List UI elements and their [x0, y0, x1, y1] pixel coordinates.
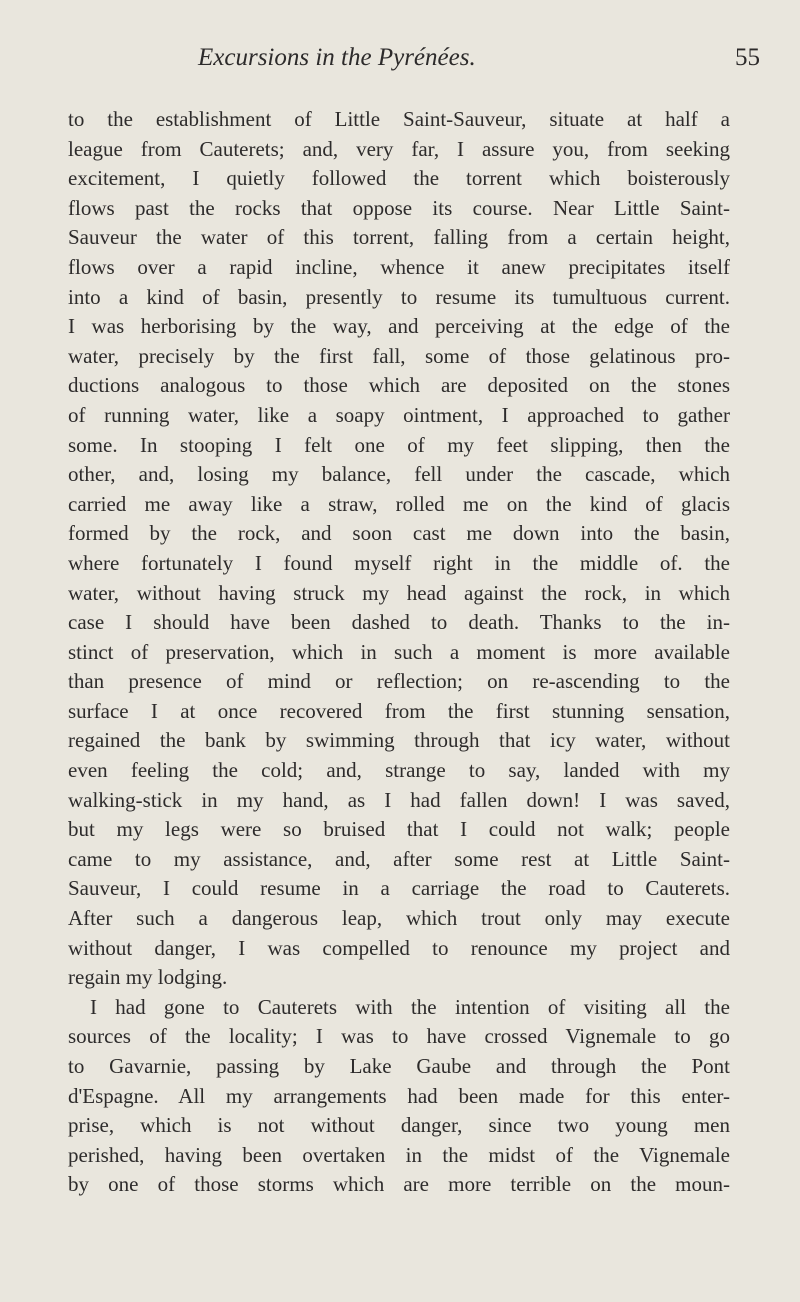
text-line: sources of the locality; I was to have crossed Vignemale to go — [68, 1024, 730, 1049]
text-line: carried me away like a straw, rolled me on the kind of glacis — [68, 491, 730, 516]
text-line: league from Cauterets; and, very far, I assure you, from seeking — [68, 136, 730, 161]
running-title: Excursions in the Pyrénées. — [198, 44, 476, 71]
text-line: but my legs were so bruised that I could not walk; people — [68, 817, 730, 842]
text-line: Sauveur the water of this torrent, falling from a certain height, — [68, 225, 730, 250]
text-line: even feeling the cold; and, strange to say, landed with my — [68, 758, 730, 783]
text-line: into a kind of basin, presently to resume its tumultuous current. — [68, 284, 730, 309]
text-line: flows past the rocks that oppose its course. Near Little Saint- — [68, 195, 730, 220]
text-line: perished, having been overtaken in the midst of the Vignemale — [68, 1142, 730, 1167]
text-line: formed by the rock, and soon cast me down into the basin, — [68, 521, 730, 546]
text-line: regained the bank by swimming through that icy water, without — [68, 728, 730, 753]
text-line: prise, which is not without danger, since two young men — [68, 1113, 730, 1138]
text-line: water, precisely by the first fall, some of those gelatinous pro- — [68, 343, 730, 368]
text-line: ductions analogous to those which are deposited on the stones — [68, 373, 730, 398]
paragraph-2 — [68, 993, 730, 1200]
text-line: by one of those storms which are more terrible on the moun- — [68, 1172, 730, 1197]
running-head — [0, 44, 800, 80]
text-line: came to my assistance, and, after some rest at Little Saint- — [68, 846, 730, 871]
text-line: I had gone to Cauterets with the intention of visiting all the — [90, 994, 730, 1019]
paragraph-1 — [68, 105, 730, 993]
text-line: where fortunately I found myself right in the middle of. the — [68, 550, 730, 575]
text-line: to Gavarnie, passing by Lake Gaube and through the Pont — [68, 1054, 730, 1078]
text-line: flows over a rapid incline, whence it anew precipitates itself — [68, 254, 730, 279]
text-line: than presence of mind or reflection; on re-ascending to the — [68, 669, 730, 694]
text-line: surface I at once recovered from the first stunning sensation, — [68, 698, 730, 723]
text-line: Sauveur, I could resume in a carriage the road to Cauterets. — [68, 876, 730, 901]
text-line: of running water, like a soapy ointment, I approached to gather — [68, 402, 730, 427]
text-line: excitement, I quietly followed the torrent which boisterously — [68, 166, 730, 191]
text-line: walking-stick in my hand, as I had fallen down! I was saved, — [68, 787, 730, 812]
text-line: water, without having struck my head against the rock, in which — [68, 580, 730, 605]
text-line: After such a dangerous leap, which trout only may execute — [68, 906, 730, 931]
text-line: to the establishment of Little Saint-Sauveur, situate at half a — [68, 107, 730, 131]
text-line: regain my lodging. — [68, 965, 228, 990]
text-line: I was herborising by the way, and perceiving at the edge of the — [68, 314, 730, 339]
text-line: some. In stooping I felt one of my feet slipping, then the — [68, 432, 730, 457]
text-line: stinct of preservation, which in such a moment is more available — [68, 639, 730, 664]
body-text — [68, 105, 730, 1200]
text-line: case I should have been dashed to death. Thanks to the in- — [68, 610, 730, 635]
page-number: 55 — [735, 44, 760, 71]
text-line: d'Espagne. All my arrangements had been made for this enter- — [68, 1083, 730, 1108]
text-line: other, and, losing my balance, fell under the cascade, which — [68, 462, 730, 487]
text-line: without danger, I was compelled to renounce my project and — [68, 935, 730, 960]
